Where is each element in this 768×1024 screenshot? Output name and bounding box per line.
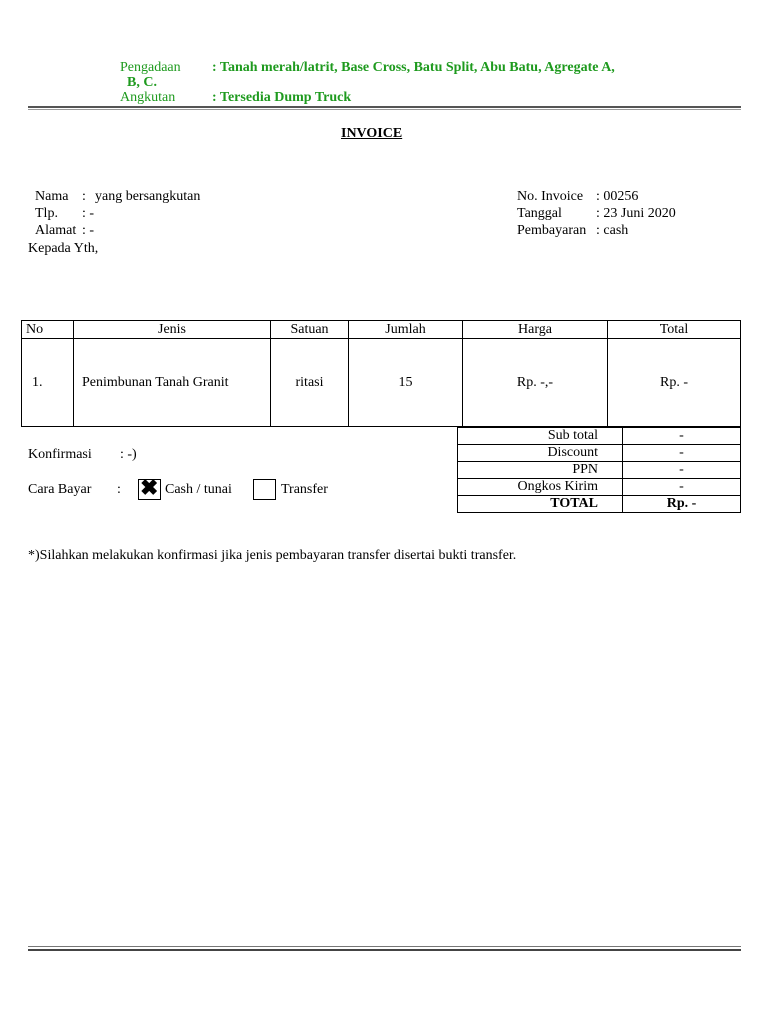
invoice-no-label: No. Invoice [517, 189, 584, 204]
angkutan-value: : Tersedia Dump Truck [212, 90, 352, 105]
table-row [22, 339, 741, 427]
cash-label: Cash / tunai [165, 482, 232, 497]
cara-bayar-sep: : [117, 482, 121, 497]
ppn-label: PPN [458, 462, 623, 479]
alamat-label: Alamat [35, 223, 77, 238]
cara-bayar-label: Cara Bayar [28, 482, 92, 497]
header-total: Total [608, 321, 741, 339]
kepada-yth: Kepada Yth, [28, 241, 99, 256]
totals-row-ongkos [458, 479, 741, 496]
invoice-title: INVOICE [341, 126, 403, 141]
header-no: No [22, 321, 74, 339]
subtotal-value: - [623, 428, 741, 445]
nama-sep: : [82, 189, 86, 204]
transfer-checkbox[interactable] [253, 479, 276, 500]
pembayaran-label: Pembayaran [517, 223, 587, 238]
pengadaan-value: : Tanah merah/latrit, Base Cross, Batu Split, Abu Batu, Agregate A, [212, 60, 615, 75]
pengadaan-value-cont: B, C. [127, 75, 157, 90]
pengadaan-label: Pengadaan [120, 60, 181, 75]
header-rule [28, 106, 741, 108]
discount-label: Discount [458, 445, 623, 462]
tlp-label: Tlp. [35, 206, 58, 221]
cell-jenis: Penimbunan Tanah Granit [74, 339, 271, 427]
header-jumlah: Jumlah [349, 321, 463, 339]
tanggal-value: : 23 Juni 2020 [596, 206, 676, 221]
angkutan-label: Angkutan [120, 90, 176, 105]
header-jenis: Jenis [74, 321, 271, 339]
subtotal-label: Sub total [458, 428, 623, 445]
totals-row-subtotal [458, 428, 741, 445]
ongkos-kirim-label: Ongkos Kirim [458, 479, 623, 496]
invoice-no-value: : 00256 [596, 189, 639, 204]
tanggal-label: Tanggal [517, 206, 562, 221]
totals-row-ppn [458, 462, 741, 479]
footer-rule-thin [28, 946, 741, 947]
nama-label: Nama [35, 189, 69, 204]
header-harga: Harga [463, 321, 608, 339]
nama-value: yang bersangkutan [95, 189, 201, 204]
totals-table [457, 427, 741, 513]
alamat-value: : - [82, 223, 95, 238]
totals-row-total [458, 496, 741, 513]
cell-total: Rp. - [608, 339, 741, 427]
konfirmasi-value: : -) [120, 447, 137, 462]
cell-jumlah: 15 [349, 339, 463, 427]
total-value: Rp. - [623, 496, 741, 513]
x-mark-icon: ✖ [140, 475, 159, 500]
footer-rule [28, 949, 741, 951]
cell-satuan: ritasi [271, 339, 349, 427]
cell-no: 1. [22, 339, 74, 427]
ppn-value: - [623, 462, 741, 479]
header-satuan: Satuan [271, 321, 349, 339]
totals-row-discount [458, 445, 741, 462]
total-label: TOTAL [458, 496, 623, 513]
transfer-label: Transfer [281, 482, 328, 497]
konfirmasi-label: Konfirmasi [28, 447, 92, 462]
pembayaran-value: : cash [596, 223, 629, 238]
discount-value: - [623, 445, 741, 462]
items-table [21, 320, 741, 427]
cell-harga: Rp. -,- [463, 339, 608, 427]
tlp-value: : - [82, 206, 95, 221]
table-header-row [22, 321, 741, 339]
header-rule-thin [28, 109, 741, 110]
ongkos-kirim-value: - [623, 479, 741, 496]
cash-checkbox[interactable] [138, 475, 161, 500]
footnote: *)Silahkan melakukan konfirmasi jika jenis pembayaran transfer disertai bukti transfer. [28, 548, 517, 563]
